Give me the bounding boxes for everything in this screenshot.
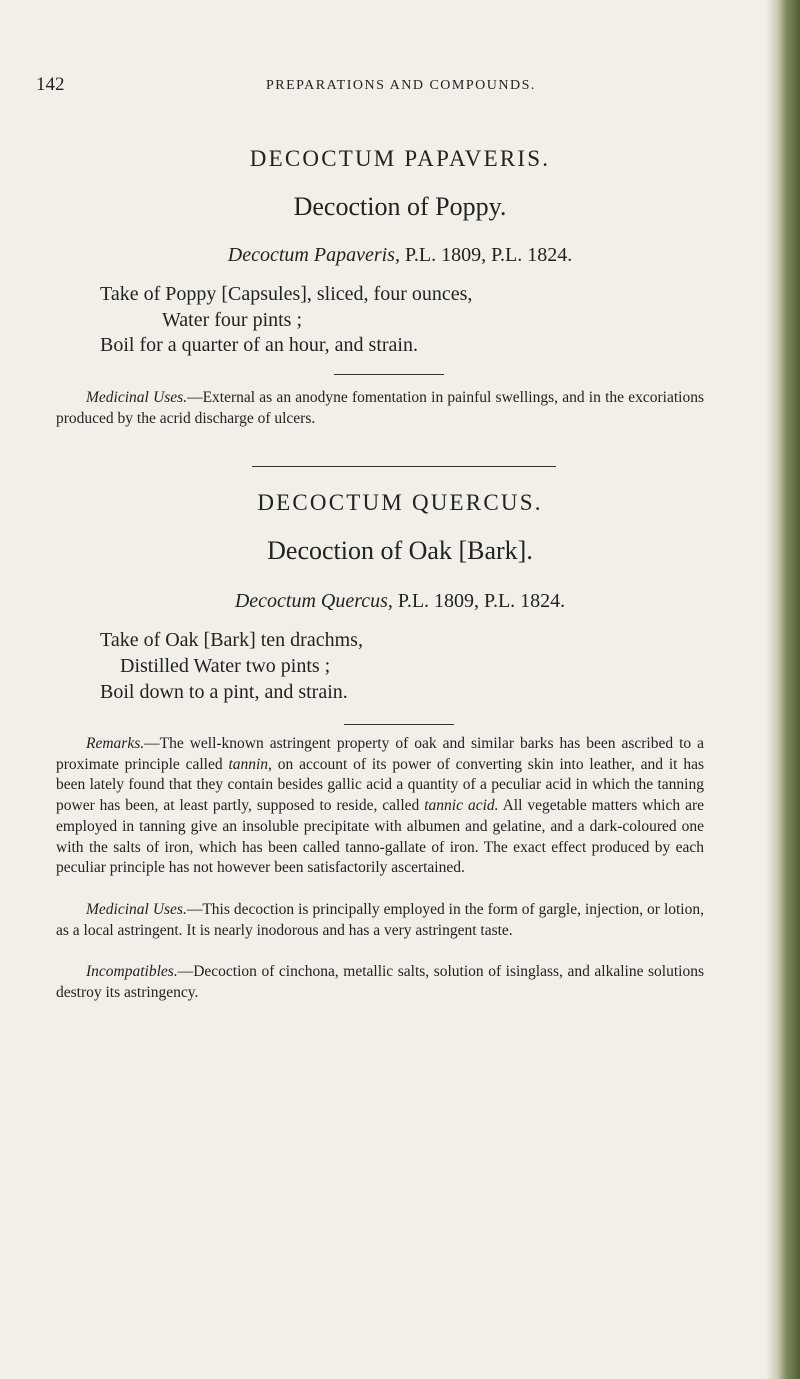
- recipe-line: Take of Oak [Bark] ten drachms,: [100, 629, 363, 651]
- incompatibles-paragraph: Incompatibles.—Decoction of cinchona, metallic salts, solution of isinglass, and alkaline solutions destroy its astringency.: [56, 963, 704, 1001]
- section-subtitle: Decoction of Oak [Bark].: [267, 536, 533, 565]
- running-header: PREPARATIONS AND COMPOUNDS.: [266, 78, 536, 93]
- reference-editions: P.L. 1809, P.L. 1824.: [392, 590, 566, 612]
- note-label: Remarks.: [86, 735, 145, 752]
- medicinal-uses-paragraph: Medicinal Uses.—This decoction is principally employed in the form of gargle, injection, or lotion, as a local astringent. It is nearly inodorous and has a very astringent taste.: [56, 901, 704, 939]
- pharmacopoeia-reference: [0, 244, 800, 267]
- reference-name: Decoctum Quercus,: [234, 590, 393, 612]
- section-title: DECOCTUM PAPAVERIS.: [249, 146, 551, 171]
- book-binding-edge: [766, 0, 800, 1379]
- remarks-paragraph: Remarks.—The well-known astringent property of oak and similar barks has been ascribed to a proximate principle called tannin, on account of its power of converting skin into leather, and it has been lately found that they contain besides gallic acid a quantity of a peculiar acid in which the tanning power has been, at least partly, supposed to reside, called tannic acid. All vegetable matters which are employed in tanning give an insoluble precipitate with albumen and gelatine, and a dark-coloured one with the salts of iron, which has been called tanno-gallate of iron. The exact effect produced by each peculiar principle has not however been satisfactorily ascertained.: [56, 735, 704, 877]
- note-label: Incompatibles.: [86, 963, 178, 980]
- recipe-line: Take of Poppy [Capsules], sliced, four ounces,: [100, 283, 473, 305]
- term-tannic-acid: tannic acid.: [424, 797, 499, 815]
- note-label: Medicinal Uses.: [86, 901, 187, 918]
- recipe-line: Distilled Water two pints ;: [120, 655, 331, 677]
- page-number: 142: [36, 74, 65, 95]
- pharmacopoeia-reference: [0, 590, 800, 613]
- section-subtitle: Decoction of Poppy.: [293, 192, 507, 221]
- medicinal-uses-paragraph: Medicinal Uses.—External as an anodyne fomentation in painful swellings, and in the excoriations produced by the acrid discharge of ulcers.: [56, 389, 704, 427]
- recipe-line: Water four pints ;: [162, 309, 303, 331]
- recipe-line: Boil down to a pint, and strain.: [100, 681, 348, 703]
- divider-rule: [334, 374, 444, 375]
- section-divider: [252, 466, 556, 467]
- divider-rule: [344, 724, 454, 725]
- section-title: DECOCTUM QUERCUS.: [257, 490, 543, 515]
- note-label: Medicinal Uses.: [86, 389, 188, 406]
- reference-editions: P.L. 1809, P.L. 1824.: [399, 244, 573, 266]
- recipe-line: Boil for a quarter of an hour, and strain.: [100, 334, 418, 356]
- reference-name: Decoctum Papaveris,: [227, 244, 400, 266]
- term-tannin: tannin,: [228, 755, 272, 773]
